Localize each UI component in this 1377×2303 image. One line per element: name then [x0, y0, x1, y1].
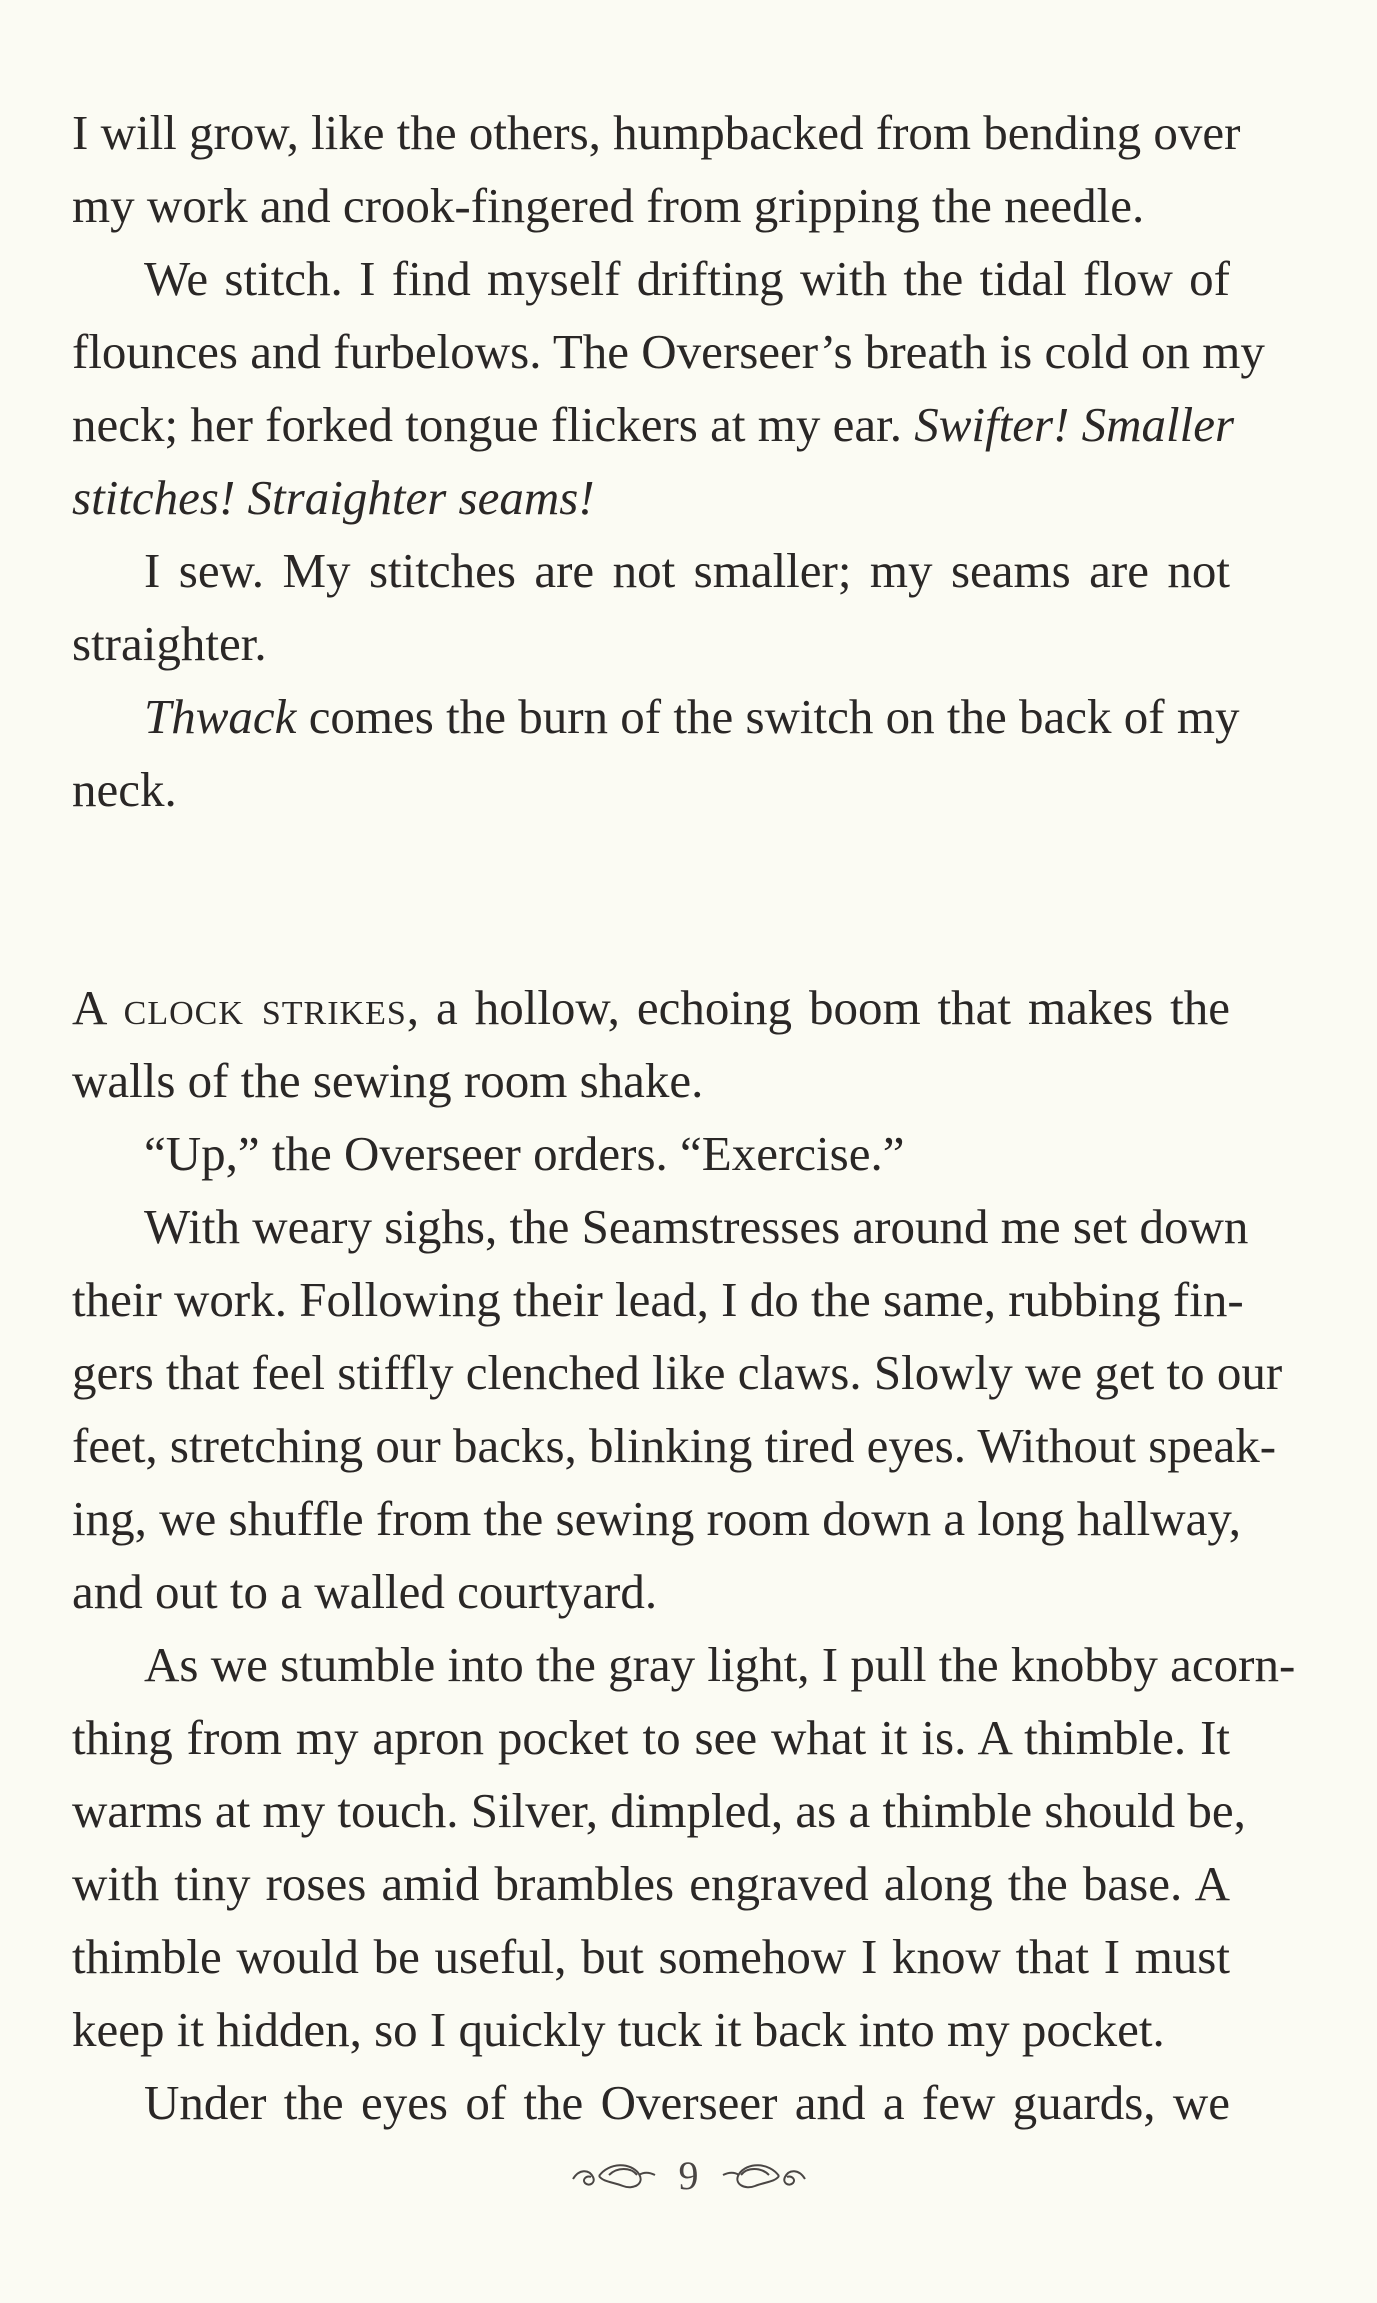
text-line: gers that feel stiffly clenched like claws. Slowly we get to our	[72, 1345, 1283, 1400]
text-line	[72, 680, 1240, 753]
text-line: With weary sighs, the Seamstresses around me set down	[144, 1199, 1249, 1254]
right-flourish-ornament	[719, 2161, 809, 2191]
text-line: We stitch. I find myself drifting with the tidal flow of	[144, 251, 1230, 306]
text-line: “Up,” the Overseer orders. “Exercise.”	[144, 1126, 905, 1181]
text-line: I sew. My stitches are not smaller; my seams are not	[144, 543, 1230, 598]
text-span: , a hollow, echoing boom that makes the	[406, 980, 1230, 1035]
text-line: thimble would be useful, but somehow I know that I must	[72, 1929, 1230, 1984]
text-line: flounces and furbelows. The Overseer’s breath is cold on my	[72, 324, 1265, 379]
text-line: neck.	[72, 762, 177, 817]
text-line: feet, stretching our backs, blinking tired eyes. Without speak-	[72, 1418, 1277, 1473]
text-line: with tiny roses amid brambles engraved along the base. A	[72, 1856, 1230, 1911]
page-number: 9	[678, 2153, 699, 2199]
text-line: and out to a walled courtyard.	[72, 1564, 658, 1619]
text-line: straighter.	[72, 616, 267, 671]
text-line	[72, 388, 1235, 461]
text-line: their work. Following their lead, I do the same, rubbing fin-	[72, 1272, 1244, 1327]
text-line	[72, 971, 1230, 1044]
text-line: keep it hidden, so I quickly tuck it back into my pocket.	[72, 2002, 1165, 2057]
italic-span: stitches! Straighter seams!	[72, 470, 595, 525]
text-line: As we stumble into the gray light, I pull the knobby acorn-	[144, 1637, 1296, 1692]
text-line: warms at my touch. Silver, dimpled, as a thimble should be,	[72, 1783, 1246, 1838]
text-line	[72, 461, 1230, 534]
section-break	[72, 826, 1230, 971]
text-line: thing from my apron pocket to see what it is. A thimble. It	[72, 1710, 1230, 1765]
text-span: comes the burn of the switch on the back of my	[296, 689, 1240, 744]
small-caps-span: A clock strikes	[72, 980, 407, 1035]
italic-span: Swifter! Smaller	[914, 397, 1235, 452]
left-flourish-ornament	[569, 2161, 659, 2191]
text-line: I will grow, like the others, humpbacked from bending over	[72, 105, 1241, 160]
text-line: walls of the sewing room shake.	[72, 1053, 704, 1108]
italic-span: Thwack	[144, 689, 297, 744]
text-line: ing, we shuffle from the sewing room down a long hallway,	[72, 1491, 1241, 1546]
page-body	[72, 96, 1296, 2139]
text-line: my work and crook-fingered from gripping the needle.	[72, 178, 1145, 233]
text-line: Under the eyes of the Overseer and a few guards, we	[144, 2075, 1230, 2130]
page-footer	[0, 2148, 1377, 2199]
text-span: neck; her forked tongue flickers at my ear.	[72, 397, 915, 452]
